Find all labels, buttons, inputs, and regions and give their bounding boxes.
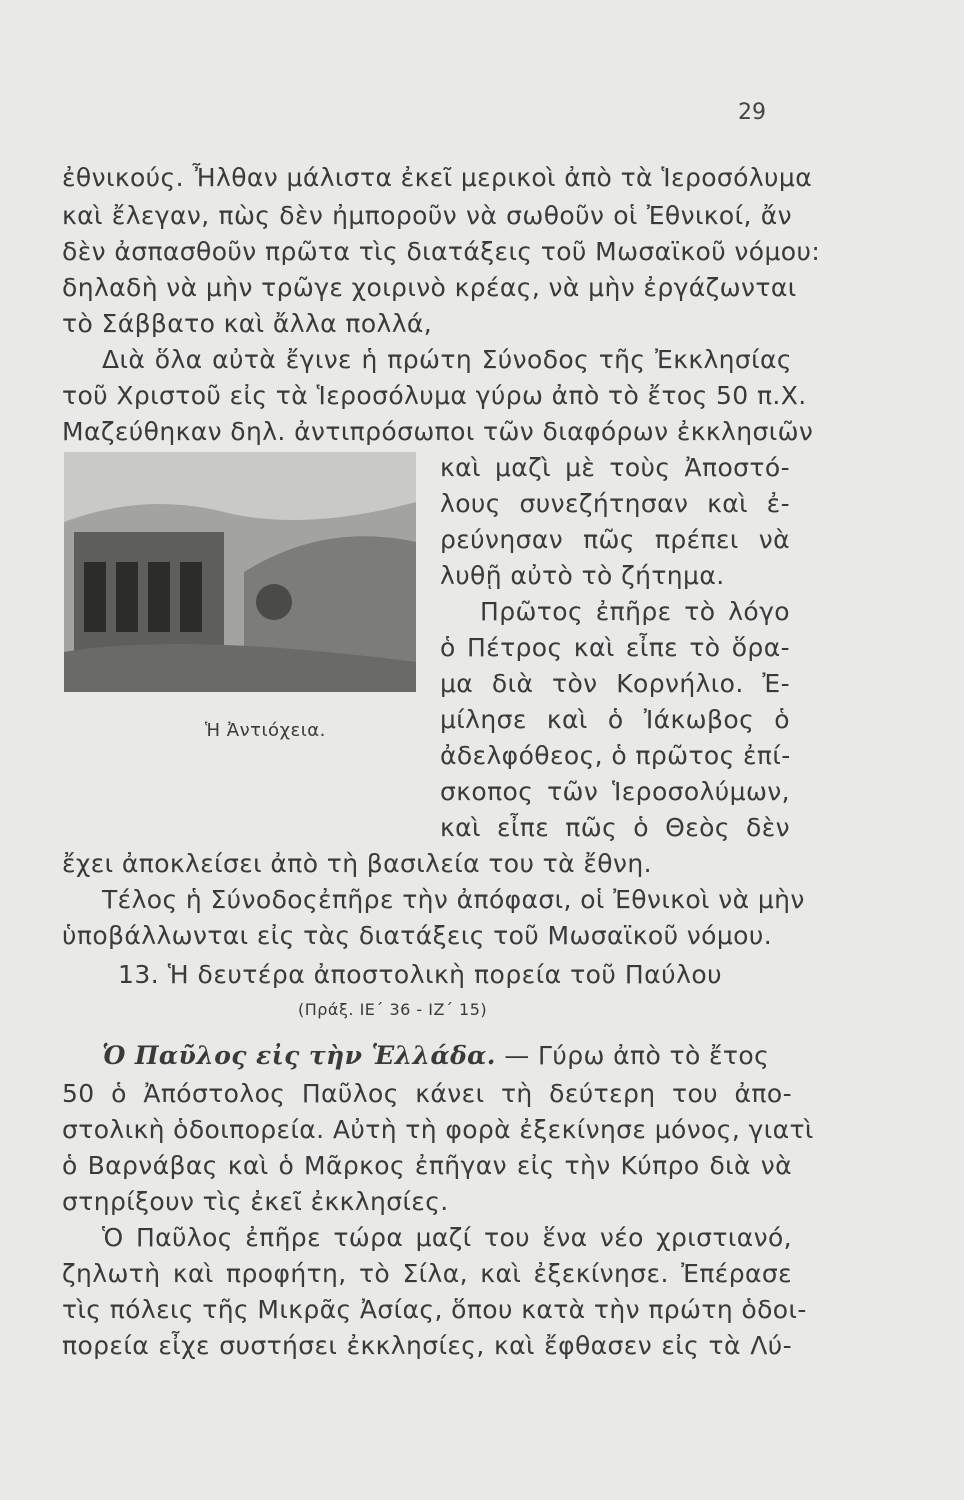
text-line: ἐθνικούς. Ἦλθαν μάλιστα ἐκεῖ μερικοὶ ἀπὸ τὰ Ἱεροσόλυμα [62,163,813,192]
text-line: ὁ Βαρνάβας καὶ ὁ Μᾶρκος ἐπῆγαν εἰς τὴν Κύπρο διὰ νὰ [62,1151,792,1180]
subheading-italic: Ὁ Παῦλος εἰς τὴν Ἑλλάδα. [102,1041,496,1070]
text-line: τὶς πόλεις τῆς Μικρᾶς Ἀσίας, ὅπου κατὰ τὴν πρώτη ὁδοι- [62,1295,807,1324]
text-line: στολικὴ ὁδοιπορεία. Αὐτὴ τὴ φορὰ ἐξεκίνησε μόνος, γιατὶ [62,1115,814,1144]
section-heading: 13. Ἡ δευτέρα ἀποστολικὴ πορεία τοῦ Παύλου [118,960,723,989]
text-line: Τέλος ἡ Σύνοδοςἐπῆρε τὴν ἀπόφασι, οἱ Ἐθνικοὶ νὰ μὴν [102,885,805,914]
text-line: ὁ Πέτρος καὶ εἶπε τὸ ὅρα- [440,633,790,662]
text-line: Μαζεύθηκαν δηλ. ἀντιπρόσωποι τῶν διαφόρων ἐκκλησιῶν [62,417,814,446]
subheading-line [102,1040,769,1072]
text-line: τοῦ Χριστοῦ εἰς τὰ Ἱεροσόλυμα γύρω ἀπὸ τὸ ἔτος 50 π.Χ. [62,381,807,410]
text-line: 50 ὁ Ἀπόστολος Παῦλος κάνει τὴ δεύτερη του ἀπο- [62,1079,792,1108]
section-reference: (Πράξ. ΙΕ΄ 36 - ΙΖ΄ 15) [298,1000,488,1019]
text-line: ρεύνησαν πῶς πρέπει νὰ [440,525,790,554]
text-line: δηλαδὴ νὰ μὴν τρῶγε χοιρινὸ κρέας, νὰ μὴν ἐργάζωνται [62,273,797,302]
text-line: στηρίξουν τὶς ἐκεῖ ἐκκλησίες. [62,1187,449,1216]
text-line: πορεία εἶχε συστήσει ἐκκλησίες, καὶ ἔφθασεν εἰς τὰ Λύ- [62,1331,792,1360]
subheading-rest: — Γύρω ἀπὸ τὸ ἔτος [495,1041,770,1070]
text-line: Διὰ ὅλα αὐτὰ ἔγινε ἡ πρώτη Σύνοδος τῆς Ἐκκλησίας [102,345,792,374]
text-line: ἔχει ἀποκλείσει ἀπὸ τὴ βασιλεία του τὰ ἔθνη. [62,849,652,878]
text-line: καὶ ἔλεγαν, πὼς δὲν ἠμποροῦν νὰ σωθοῦν οἱ Ἐθνικοί, ἄν [62,201,792,230]
text-line: ἀδελφόθεος, ὁ πρῶτος ἐπί- [440,741,791,770]
antioch-illustration [64,452,416,692]
text-line: μα διὰ τὸν Κορνήλιο. Ἐ- [440,669,790,698]
text-line: καὶ εἶπε πῶς ὁ Θεὸς δὲν [440,813,790,842]
text-line: Πρῶτος ἐπῆρε τὸ λόγο [480,597,790,626]
text-line: ζηλωτὴ καὶ προφήτη, τὸ Σίλα, καὶ ἐξεκίνησε. Ἐπέρασε [62,1259,792,1288]
text-line: σκοπος τῶν Ἱεροσολύμων, [440,777,790,806]
text-line: λους συνεζήτησαν καὶ ἐ- [440,489,790,518]
text-line: μίλησε καὶ ὁ Ἰάκωβος ὁ [440,705,790,734]
antioch-photo [64,452,416,692]
figure-caption: Ἡ Ἀντιόχεια. [205,720,326,741]
text-line: καὶ μαζὶ μὲ τοὺς Ἀποστό- [440,453,790,482]
text-line: δὲν ἀσπασθοῦν πρῶτα τὶς διατάξεις τοῦ Μωσαϊκοῦ νόμου: [62,237,821,266]
text-line: ὑποβάλλωνται εἰς τὰς διατάξεις τοῦ Μωσαϊκοῦ νόμου. [62,921,773,950]
page-number: 29 [738,100,766,125]
text-line: Ὁ Παῦλος ἐπῆρε τώρα μαζί του ἕνα νέο χριστιανό, [102,1223,792,1252]
text-line: λυθῇ αὐτὸ τὸ ζήτημα. [440,561,725,590]
text-line: τὸ Σάββατο καὶ ἄλλα πολλά, [62,309,433,338]
